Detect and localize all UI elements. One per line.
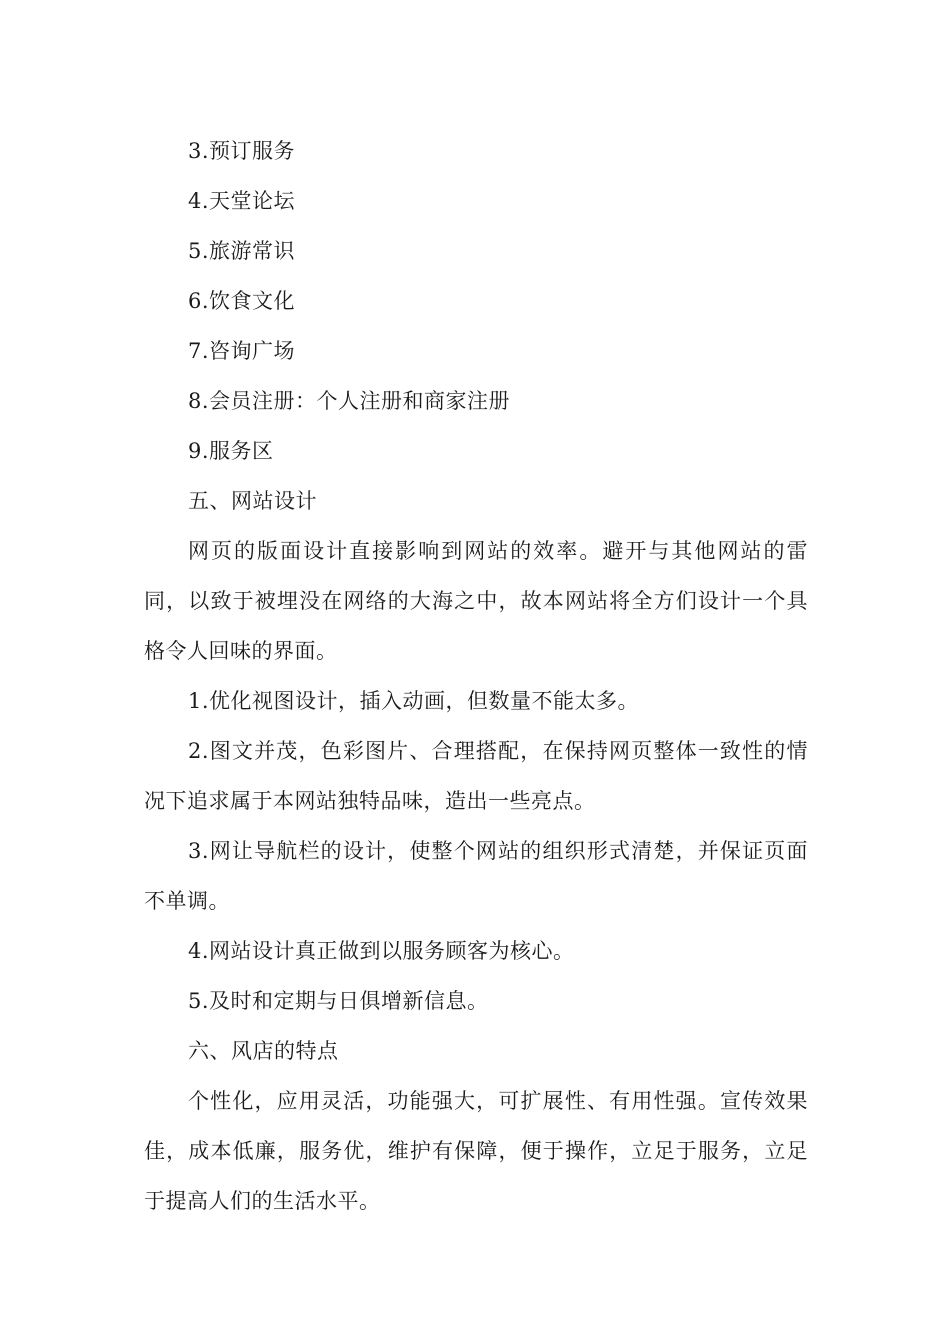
list-item: 3.预订服务 bbox=[188, 139, 296, 163]
list-item: 2.图文并茂，色彩图片、合理搭配，在保持网页整体一致性的情况下追求属于本网站独特品味，造出一些亮点。 bbox=[144, 739, 808, 813]
list-item: 9.服务区 bbox=[188, 439, 274, 463]
list-item: 5.旅游常识 bbox=[188, 239, 296, 263]
section-heading-features: 六、风店的特点 bbox=[188, 1039, 339, 1063]
list-item: 4.天堂论坛 bbox=[188, 189, 296, 213]
list-item: 3.网让导航栏的设计，使整个网站的组织形式清楚，并保证页面不单调。 bbox=[144, 839, 808, 913]
list-item: 1.优化视图设计，插入动画，但数量不能太多。 bbox=[188, 689, 640, 713]
list-item: 7.咨询广场 bbox=[188, 339, 296, 363]
document-body bbox=[144, 126, 808, 1226]
list-item: 5.及时和定期与日俱增新信息。 bbox=[188, 989, 489, 1013]
section-heading-website-design: 五、网站设计 bbox=[188, 489, 317, 513]
paragraph-website-design: 网页的版面设计直接影响到网站的效率。避开与其他网站的雷同，以致于被埋没在网络的大海之中，故本网站将全方们设计一个具格令人回味的界面。 bbox=[144, 539, 808, 663]
paragraph-features: 个性化，应用灵活，功能强大，可扩展性、有用性强。宣传效果佳，成本低廉，服务优，维护有保障，便于操作，立足于服务，立足于提高人们的生活水平。 bbox=[144, 1089, 808, 1213]
list-item: 6.饮食文化 bbox=[188, 289, 296, 313]
list-item: 4.网站设计真正做到以服务顾客为核心。 bbox=[188, 939, 575, 963]
list-item: 8.会员注册：个人注册和商家注册 bbox=[188, 389, 511, 413]
